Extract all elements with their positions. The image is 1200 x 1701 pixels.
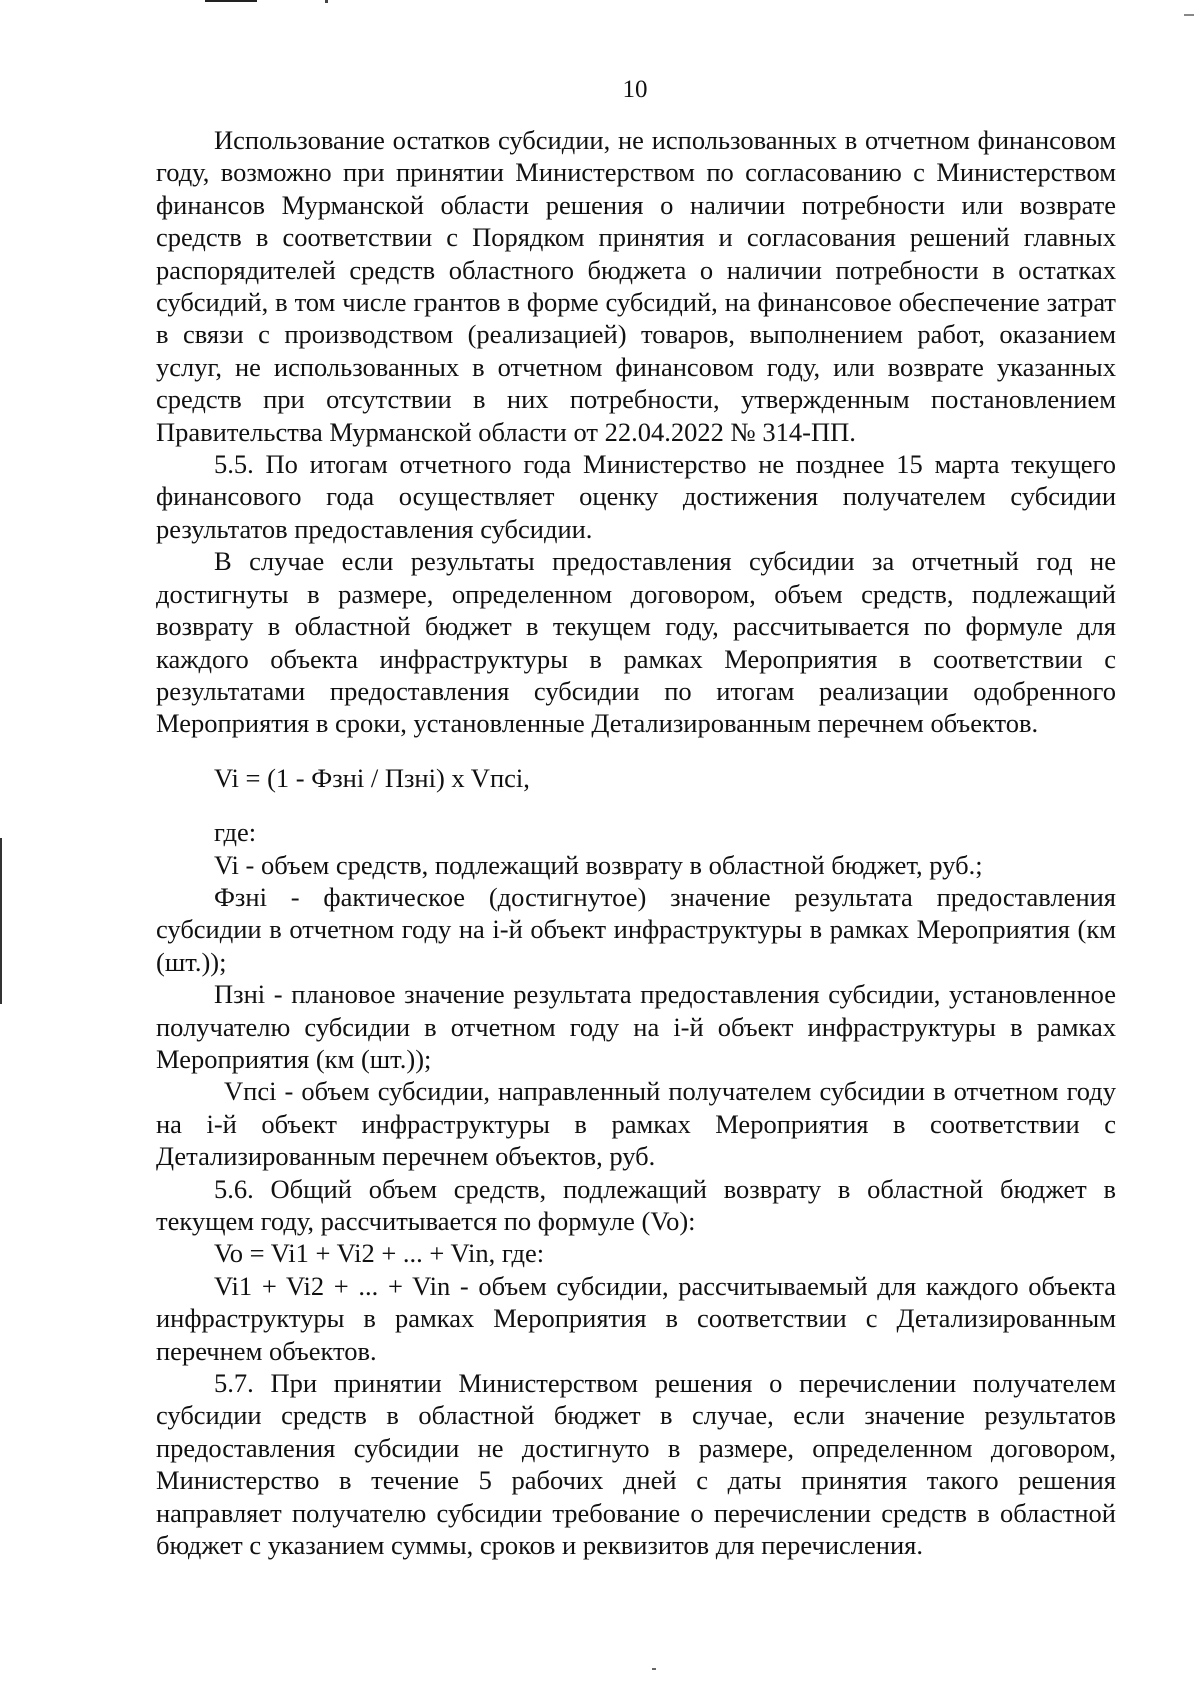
scan-artifact-top-line xyxy=(205,0,257,2)
page-number: 10 xyxy=(622,76,648,103)
paragraph-return-calculation: В случае если результаты предоставления субсидии за отчетный год не достигнуты в размере, определенном договором, объем средств, подлежащий возврату в областной бюджет в текущем году, рассчитывается по формуле для каждого объекта инфраструктуры в рамках Мероприятия в соответствии с результатами предоставления субсидии по итогам реализации одобренного Мероприятия в сроки, установленные Детализированным перечнем объектов. xyxy=(156,546,1116,739)
formula-vo: Vo = Vi1 + Vi2 + ... + Vin, где: xyxy=(214,1238,545,1269)
definition-vi-sum: Vi1 + Vi2 + ... + Vin - объем субсидии, рассчитываемый для каждого объекта инфраструктуры в рамках Мероприятия в соответствии с Детализированным перечнем объектов. xyxy=(156,1270,1116,1366)
paragraph-5-5: 5.5. По итогам отчетного года Министерство не позднее 15 марта текущего финансового года осуществляет оценку достижения получателем субсидии результатов предоставления субсидии. xyxy=(156,449,1116,544)
scan-artifact-right-mark xyxy=(1184,14,1194,16)
document-body xyxy=(156,124,1116,1561)
scan-artifact-top-dot xyxy=(325,0,328,3)
definition-pzni: Пзнi - плановое значение результата предоставления субсидии, установленное получателю субсидии в отчетном году на i-й объект инфраструктуры в рамках Мероприятия (км (шт.)); xyxy=(156,979,1116,1074)
formula-vi: Vi = (1 - Фзнi / Пзнi) x Vпсi, xyxy=(214,762,530,793)
paragraph-where: где: xyxy=(214,817,257,848)
definition-vi: Vi - объем средств, подлежащий возврату в областной бюджет, руб.; xyxy=(214,849,983,880)
definition-fzni: Фзнi - фактическое (достигнутое) значение результата предоставления субсидии в отчетном году на i-й объект инфраструктуры в рамках Мероприятия (км (шт.)); xyxy=(156,881,1116,977)
paragraph-subsidy-remainders: Использование остатков субсидии, не использованных в отчетном финансовом году, возможно при принятии Министерством по согласованию с Министерством финансов Мурманской области решения о наличии потребности или возврате средств в соответствии с Порядком принятия и согласования решений главных распорядителей средств областного бюджета о наличии потребности в остатках субсидий, в том числе грантов в форме субсидий, на финансовое обеспечение затрат в связи с производством (реализацией) товаров, выполнением работ, оказанием услуг, не использованных в отчетном финансовом году, или возврате указанных средств при отсутствии в них потребности, утвержденным постановлением Правительства Мурманской области от 22.04.2022 № 314-ПП. xyxy=(156,125,1116,447)
scan-artifact-bottom-dot xyxy=(652,1668,656,1670)
definition-vpsi: Vпсi - объем субсидии, направленный получателем субсидии в отчетном году на i-й объект инфраструктуры в рамках Мероприятия в соответствии с Детализированным перечнем объектов, руб. xyxy=(156,1076,1116,1172)
paragraph-5-7: 5.7. При принятии Министерством решения о перечислении получателем субсидии средств в областной бюджет в случае, если значение результатов предоставления субсидии не достигнуто в размере, определенном договором, Министерство в течение 5 рабочих дней с даты принятия такого решения направляет получателю субсидии требование о перечислении средств в областной бюджет с указанием суммы, сроков и реквизитов для перечисления. xyxy=(156,1368,1116,1561)
scan-artifact-left-line xyxy=(0,838,2,1004)
paragraph-5-6: 5.6. Общий объем средств, подлежащий возврату в областной бюджет в текущем году, рассчитывается по формуле (Vo): xyxy=(156,1173,1116,1236)
